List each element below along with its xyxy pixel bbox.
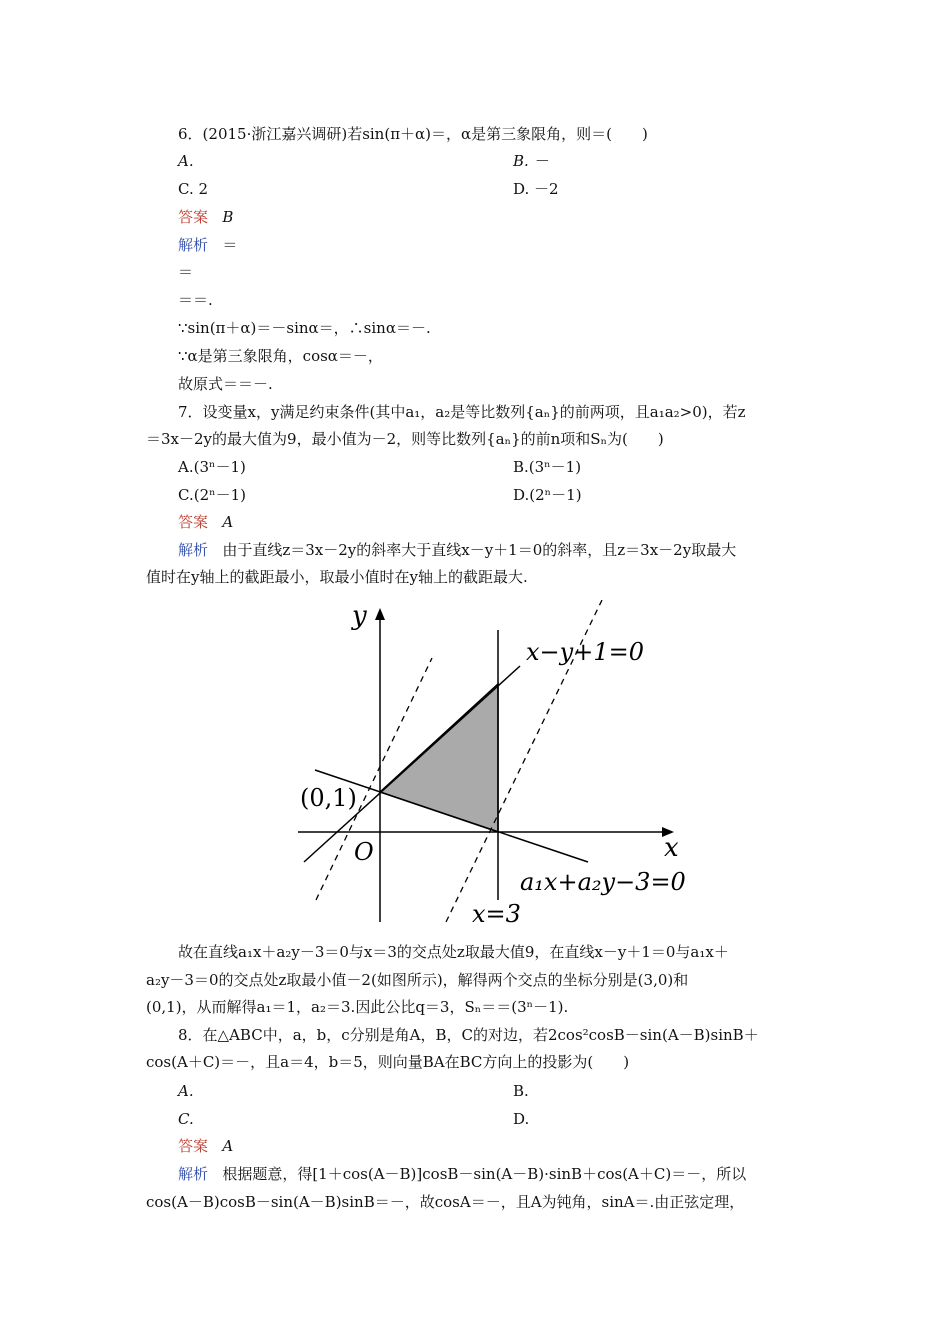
q7-option-d: D.(2ⁿ－1) xyxy=(513,486,582,504)
q7-answer-row xyxy=(178,512,233,532)
feasible-region xyxy=(380,684,498,832)
q8-answer-row xyxy=(178,1136,233,1156)
q7-analysis-line: (0,1)，从而解得a₁＝1，a₂＝3.因此公比q＝3，Sₙ＝＝(3ⁿ－1). xyxy=(146,998,569,1016)
x-axis-label: x xyxy=(664,833,679,863)
answer-label: 答案 xyxy=(178,513,209,531)
q8-analysis-line: cos(A－B)cosB－sin(A－B)sinB＝－，故cosA＝－，且A为钝角，sinA＝.由正弦定理， xyxy=(146,1193,745,1211)
q6-analysis-line: ∵α是第三象限角，cosα＝－， xyxy=(178,347,383,365)
q6-analysis-line: ＝ xyxy=(178,263,194,281)
line1-label: x−y+1=0 xyxy=(526,638,644,666)
analysis-label: 解析 xyxy=(178,1165,209,1183)
q6-analysis-line: 故原式＝＝－. xyxy=(178,375,273,393)
q6-analysis-line: ＝＝. xyxy=(178,291,213,309)
answer-value: A xyxy=(222,513,234,531)
y-axis-arrow xyxy=(375,608,385,620)
line2-label: a₁x+a₂y−3=0 xyxy=(520,868,686,896)
q7-analysis-line: 值时在y轴上的截距最小，取最小值时在y轴上的截距最大. xyxy=(146,568,528,586)
analysis-text: 由于直线z＝3x－2y的斜率大于直线x－y＋1＝0的斜率，且z＝3x－2y取最大 xyxy=(222,541,737,559)
q8-option-b: B. xyxy=(513,1082,529,1100)
origin-label: O xyxy=(354,838,374,866)
q7-analysis-row xyxy=(178,540,736,560)
q6-answer-row xyxy=(178,207,233,227)
q6-analysis-line: ∵sin(π＋α)＝－sinα＝，∴sinα＝－. xyxy=(178,319,431,337)
y-axis-label: y xyxy=(352,601,367,631)
answer-value: A xyxy=(222,1137,234,1155)
q8-stem: 8．在△ABC中，a，b，c分别是角A，B，C的对边，若2cos²cosB－sin(A－B)sinB＋ xyxy=(178,1026,759,1044)
q8-option-d: D. xyxy=(513,1110,530,1128)
q7-analysis-line: 故在直线a₁x＋a₂y－3＝0与x＝3的交点处z取最大值9，在直线x－y＋1＝0与a₁x＋ xyxy=(178,943,729,961)
q8-stem: cos(A＋C)＝－，且a＝4，b＝5，则向量BA在BC方向上的投影为( ) xyxy=(146,1053,630,1071)
q7-option-a: A.(3ⁿ－1) xyxy=(178,458,246,476)
q6-option-c: C. 2 xyxy=(178,180,209,198)
q6-option-d: D. －2 xyxy=(513,180,559,198)
q6-stem: 6．(2015·浙江嘉兴调研)若sin(π＋α)＝，α是第三象限角，则＝( ) xyxy=(178,125,648,143)
q8-option-a: A. xyxy=(178,1082,194,1100)
q8-analysis-row xyxy=(178,1164,746,1184)
line3-label: x=3 xyxy=(472,900,521,928)
q7-option-c: C.(2ⁿ－1) xyxy=(178,486,246,504)
analysis-text: ＝ xyxy=(222,236,238,254)
q6-option-a: A. xyxy=(178,152,194,170)
answer-label: 答案 xyxy=(178,1137,209,1155)
q6-option-b: B. － xyxy=(513,152,549,170)
q7-stem: 7．设变量x，y满足约束条件(其中a₁，a₂是等比数列{aₙ}的前两项，且a₁a₂>0)，若z xyxy=(178,403,746,421)
analysis-text: 根据题意，得[1＋cos(A－B)]cosB－sin(A－B)·sinB＋cos(A＋C)＝－，所以 xyxy=(222,1165,747,1183)
q7-analysis-line: a₂y－3＝0的交点处z取最小值－2(如图所示)，解得两个交点的坐标分别是(3,0)和 xyxy=(146,971,689,989)
q8-option-c: C. xyxy=(178,1110,194,1128)
q6-analysis-row xyxy=(178,235,237,255)
point-label: (0,1) xyxy=(300,784,357,812)
analysis-label: 解析 xyxy=(178,236,209,254)
q7-stem: ＝3x－2y的最大值为9，最小值为－2，则等比数列{aₙ}的前n项和Sₙ为( ) xyxy=(146,430,664,448)
answer-label: 答案 xyxy=(178,208,209,226)
answer-value: B xyxy=(222,208,234,226)
feasible-region-figure xyxy=(290,600,690,930)
analysis-label: 解析 xyxy=(178,541,209,559)
q7-option-b: B.(3ⁿ－1) xyxy=(513,458,582,476)
